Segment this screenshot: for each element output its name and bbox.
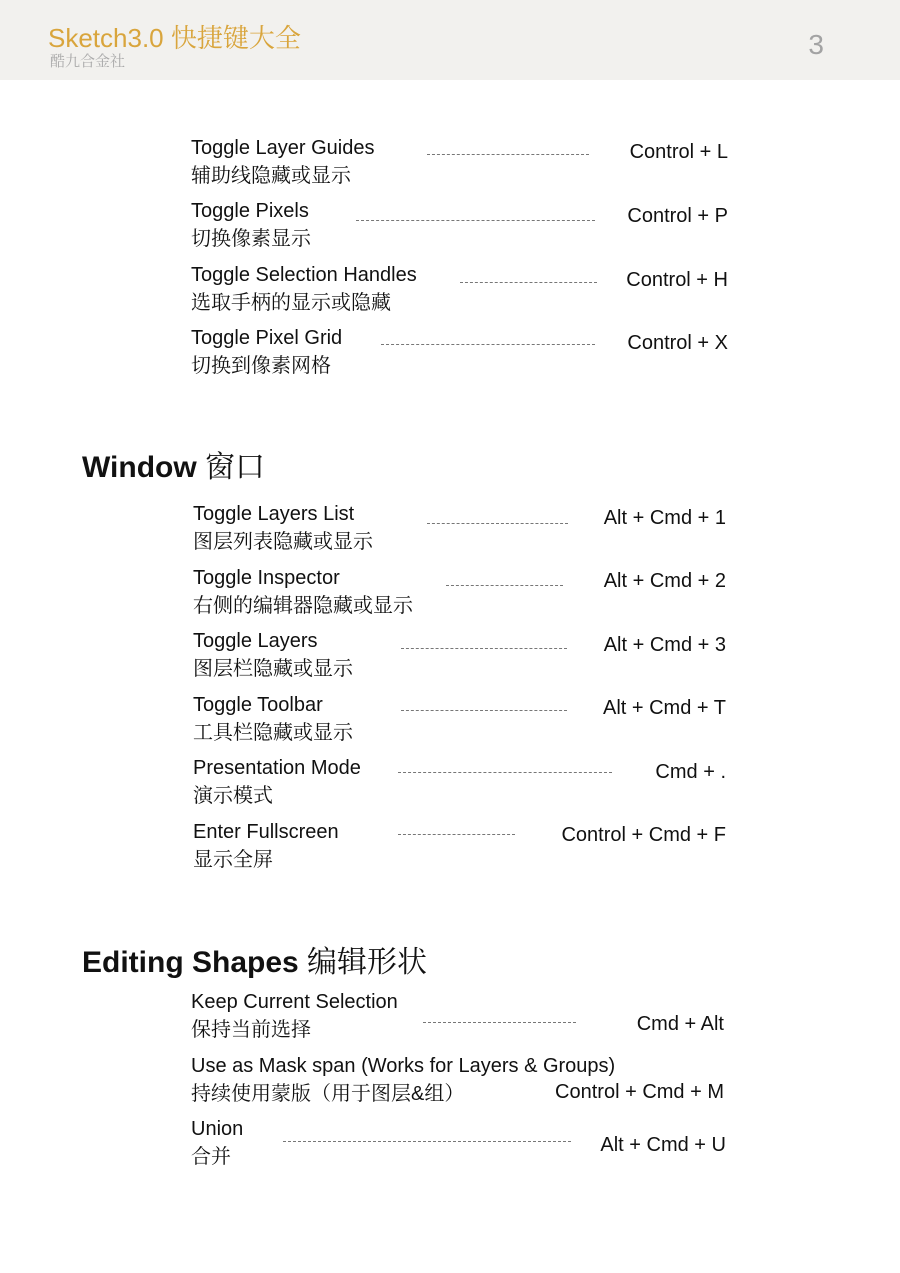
shortcut-name: Toggle Pixels [191, 200, 309, 222]
shortcut-keys: Control + X [627, 332, 728, 354]
shortcut-row-toggle-layers [193, 630, 726, 680]
shortcut-keys: Control + H [626, 269, 728, 291]
shortcut-row-enter-fullscreen [193, 821, 726, 871]
shortcut-description: 保持当前选择 [191, 1019, 311, 1041]
leader-line [427, 154, 589, 155]
section-heading-en: Window [82, 451, 197, 484]
shortcut-keys: Alt + Cmd + 3 [603, 634, 726, 656]
shortcut-description: 右侧的编辑器隐藏或显示 [193, 595, 413, 617]
shortcut-row-toggle-toolbar [193, 694, 726, 744]
shortcut-description: 演示模式 [193, 785, 273, 807]
shortcut-name: Toggle Selection Handles [191, 264, 417, 286]
leader-line [423, 1022, 576, 1023]
leader-line [398, 834, 515, 835]
shortcut-keys: Control + Cmd + F [561, 824, 726, 846]
leader-line [427, 523, 568, 524]
shortcut-description: 切换像素显示 [191, 228, 311, 250]
shortcut-name: Use as Mask span (Works for Layers & Groups) [191, 1055, 616, 1077]
shortcut-name: Toggle Inspector [193, 567, 340, 589]
shortcut-keys: Alt + Cmd + 1 [603, 507, 726, 529]
shortcut-description: 辅助线隐藏或显示 [191, 165, 351, 187]
shortcut-row-toggle-pixels [191, 200, 728, 250]
shortcut-description: 持续使用蒙版（用于图层&组） [191, 1083, 465, 1105]
section-heading-editing-shapes [82, 937, 427, 981]
shortcut-description: 切换到像素网格 [191, 355, 331, 377]
shortcut-name: Toggle Layer Guides [191, 137, 375, 159]
shortcut-description: 工具栏隐藏或显示 [193, 722, 353, 744]
shortcut-description: 选取手柄的显示或隐藏 [191, 292, 391, 314]
leader-line [401, 648, 567, 649]
page-number: 3 [808, 29, 824, 60]
shortcut-keys: Control + P [627, 205, 728, 227]
shortcut-row-use-as-mask [191, 1055, 724, 1105]
leader-line [460, 282, 597, 283]
leader-line [401, 710, 567, 711]
leader-line [446, 585, 563, 586]
leader-line [283, 1141, 571, 1142]
shortcut-description: 图层栏隐藏或显示 [193, 658, 353, 680]
shortcut-name: Toggle Pixel Grid [191, 327, 343, 349]
shortcut-description: 显示全屏 [193, 849, 273, 871]
section-heading-zh: 编辑形状 [307, 946, 428, 979]
shortcut-description: 合并 [191, 1146, 231, 1168]
shortcut-name: Toggle Layers List [193, 503, 355, 525]
document-subtitle: 酷九合金社 [50, 53, 126, 70]
section-heading-en: Editing Shapes [82, 946, 299, 979]
shortcut-keys: Cmd + Alt [636, 1013, 724, 1035]
shortcut-keys: Control + L [629, 141, 728, 163]
shortcut-row-toggle-pixel-grid [191, 327, 728, 377]
shortcut-row-presentation-mode [193, 757, 726, 807]
section-heading-zh: 窗口 [205, 451, 266, 484]
shortcut-row-toggle-selection-handles [191, 264, 728, 314]
shortcut-name: Toggle Toolbar [193, 694, 323, 716]
shortcut-name: Union [191, 1118, 244, 1140]
document-title: Sketch3.0 快捷键大全 [48, 23, 301, 53]
leader-line [398, 772, 612, 773]
shortcut-keys: Alt + Cmd + 2 [603, 570, 726, 592]
page-header [0, 0, 900, 80]
shortcut-name: Enter Fullscreen [193, 821, 339, 843]
leader-line [381, 344, 595, 345]
shortcut-name: Presentation Mode [193, 757, 361, 779]
shortcut-description: 图层列表隐藏或显示 [193, 531, 373, 553]
section-heading-window [82, 442, 265, 486]
shortcut-row-toggle-layers-list [193, 503, 726, 553]
leader-line [356, 220, 595, 221]
shortcut-row-toggle-inspector [193, 567, 726, 617]
shortcut-row-keep-current-selection [191, 991, 724, 1041]
shortcut-keys: Alt + Cmd + U [600, 1134, 726, 1156]
shortcut-keys: Control + Cmd + M [555, 1081, 724, 1103]
shortcut-name: Toggle Layers [193, 630, 318, 652]
shortcut-name: Keep Current Selection [191, 991, 398, 1013]
shortcut-keys: Alt + Cmd + T [602, 697, 726, 719]
shortcut-keys: Cmd + . [655, 761, 726, 783]
shortcut-row-toggle-layer-guides [191, 137, 728, 187]
shortcut-row-union [191, 1118, 726, 1168]
